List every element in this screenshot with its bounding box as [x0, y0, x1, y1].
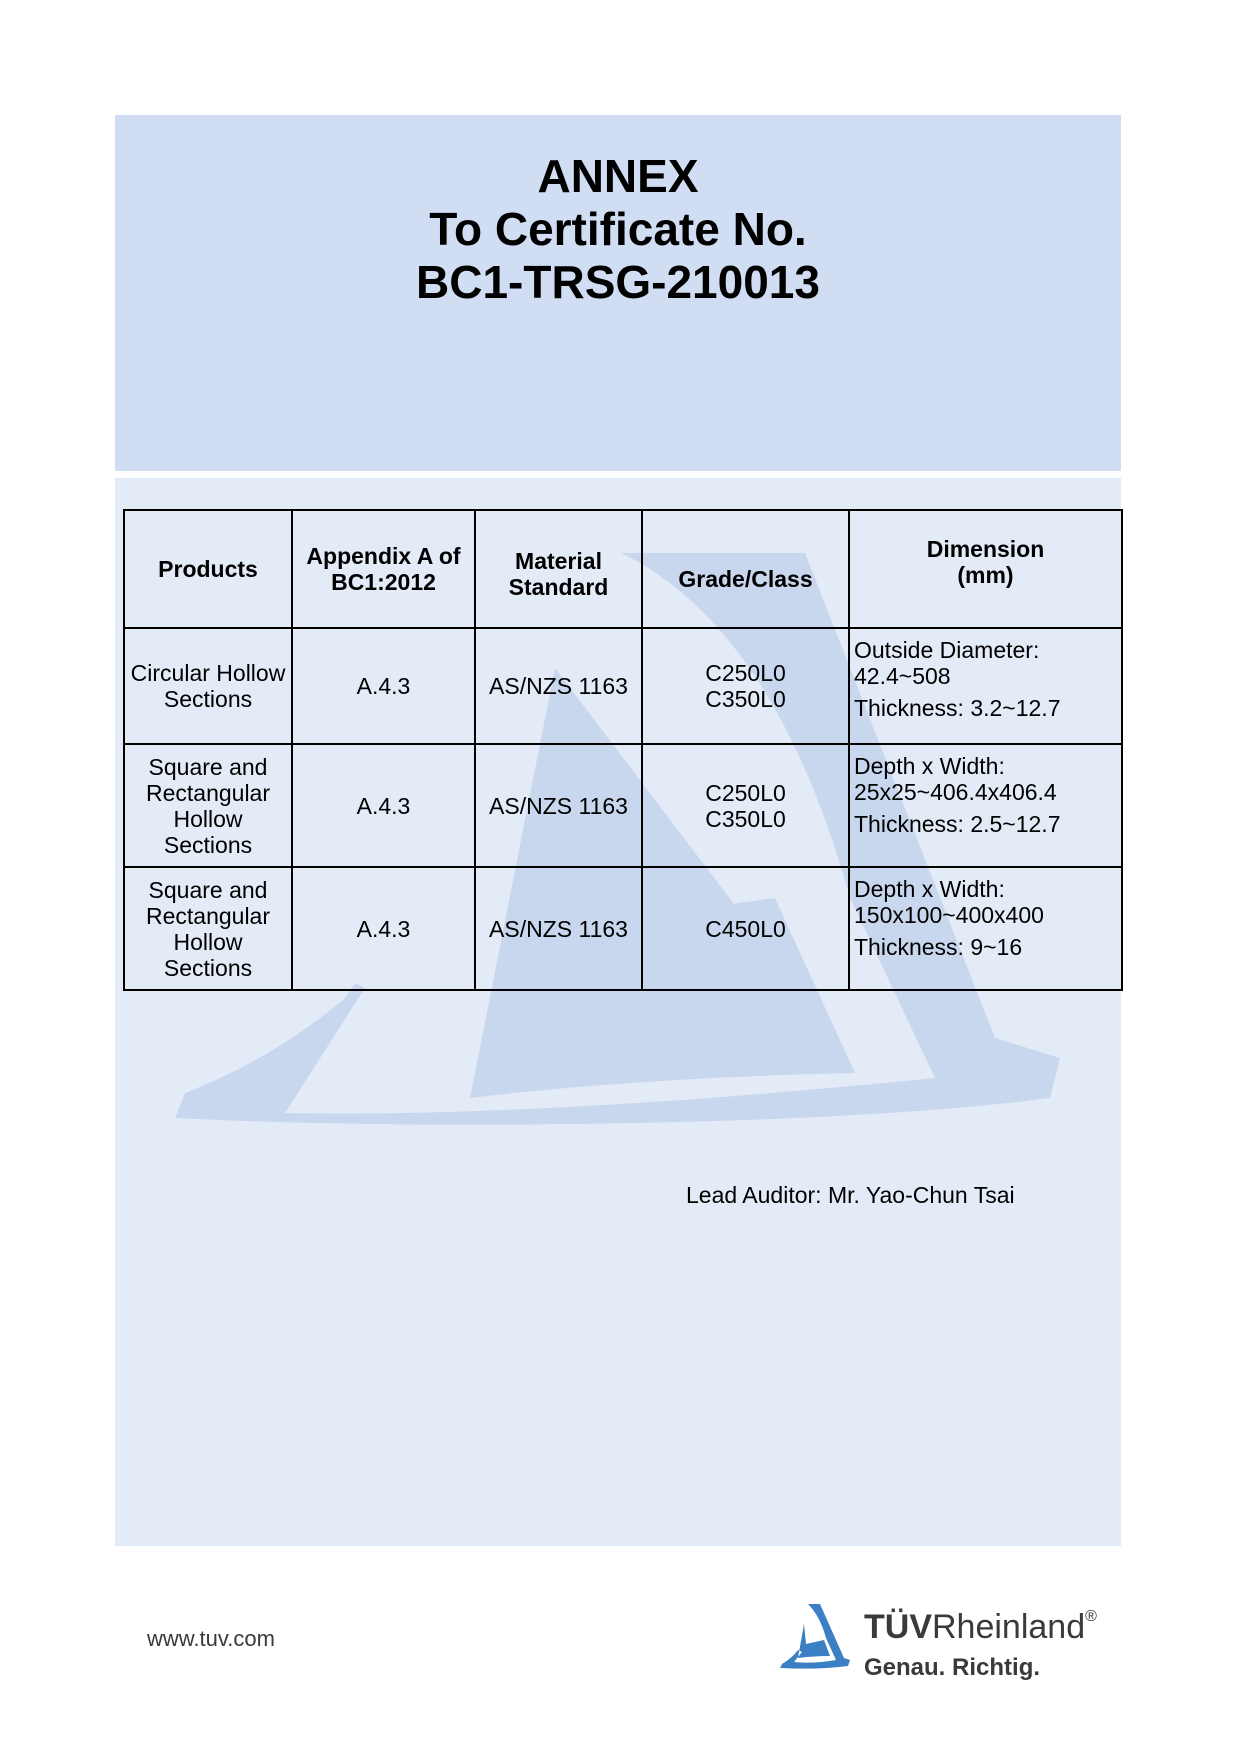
- table-row: [124, 628, 1122, 744]
- appendix-cell: A.4.3: [292, 867, 475, 990]
- tuv-rheinland-logo: [778, 1596, 1138, 1686]
- table-row: [124, 744, 1122, 867]
- website-url: www.tuv.com: [147, 1626, 275, 1651]
- col-header-products: Products: [124, 510, 292, 628]
- brand-tagline: Genau. Richtig.: [864, 1654, 1041, 1681]
- lead-auditor-text: Lead Auditor: Mr. Yao-Chun Tsai: [686, 1182, 1015, 1208]
- product-cell: Square and Rectangular Hollow Sections: [124, 744, 292, 867]
- standard-cell: AS/NZS 1163: [475, 867, 642, 990]
- annex-title: [115, 150, 1121, 309]
- certificate-products-table: [123, 509, 1123, 991]
- tuv-triangle-icon: [778, 1602, 850, 1672]
- col-header-dimension: Dimension (mm): [849, 510, 1122, 628]
- dimension-cell: Depth x Width: 150x100~400x400 Thickness: 9~16: [849, 867, 1122, 990]
- appendix-cell: A.4.3: [292, 744, 475, 867]
- product-cell: Circular Hollow Sections: [124, 628, 292, 744]
- col-header-grade-class: Grade/Class: [642, 510, 849, 628]
- grade-cell: C250L0 C350L0: [642, 744, 849, 867]
- grade-cell: C250L0 C350L0: [642, 628, 849, 744]
- title-line-certificate: To Certificate No.: [429, 203, 807, 255]
- product-cell: Square and Rectangular Hollow Sections: [124, 867, 292, 990]
- dimension-cell: Outside Diameter: 42.4~508 Thickness: 3.2~12.7: [849, 628, 1122, 744]
- certificate-number: BC1-TRSG-210013: [416, 256, 820, 308]
- table-header-row: [124, 510, 1122, 628]
- standard-cell: AS/NZS 1163: [475, 744, 642, 867]
- title-line-annex: ANNEX: [537, 150, 699, 202]
- dimension-cell: Depth x Width: 25x25~406.4x406.4 Thickness: 2.5~12.7: [849, 744, 1122, 867]
- table-row: [124, 867, 1122, 990]
- grade-cell: C450L0: [642, 867, 849, 990]
- col-header-material-standard: Material Standard: [475, 510, 642, 628]
- appendix-cell: A.4.3: [292, 628, 475, 744]
- col-header-appendix: Appendix A of BC1:2012: [292, 510, 475, 628]
- brand-name: TÜVRheinland®: [864, 1608, 1097, 1646]
- standard-cell: AS/NZS 1163: [475, 628, 642, 744]
